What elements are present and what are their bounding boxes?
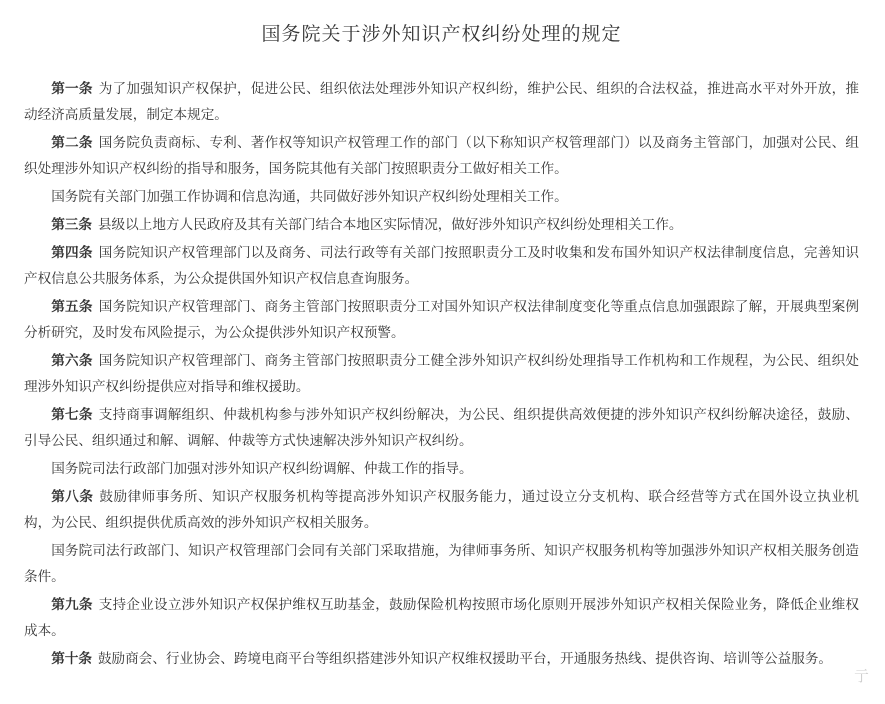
article-text: 国务院知识产权管理部门、商务主管部门按照职责分工对国外知识产权法律制度变化等重点信息加强跟踪了解，开展典型案例分析研究，及时发布风险提示，为公众提供涉外知识产权预警。 <box>24 299 860 341</box>
article-number: 第十条 <box>51 651 92 667</box>
article-number: 第四条 <box>51 245 93 261</box>
article-text: 国务院司法行政部门加强对涉外知识产权纠纷调解、仲裁工作的指导。 <box>51 461 473 477</box>
article-number: 第九条 <box>51 597 93 613</box>
article-text: 县级以上地方人民政府及其有关部门结合本地区实际情况，做好涉外知识产权纠纷处理相关工作。 <box>97 217 683 233</box>
article-paragraph <box>24 348 859 400</box>
article-number: 第六条 <box>51 353 93 369</box>
document-body <box>24 76 859 672</box>
article-paragraph <box>24 294 859 346</box>
article-paragraph <box>24 212 859 238</box>
article-text: 国务院知识产权管理部门、商务主管部门按照职责分工健全涉外知识产权纠纷处理指导工作机构和工作规程，为公民、组织处理涉外知识产权纠纷提供应对指导和维权援助。 <box>24 353 860 395</box>
article-number: 第五条 <box>51 299 93 315</box>
article-text: 为了加强知识产权保护，促进公民、组织依法处理涉外知识产权纠纷，维护公民、组织的合法权益，推进高水平对外开放，推动经济高质量发展，制定本规定。 <box>24 81 860 123</box>
article-number: 第三条 <box>51 217 92 233</box>
article-paragraph <box>24 646 859 672</box>
article-number: 第一条 <box>51 81 93 97</box>
article-text: 鼓励商会、行业协会、跨境电商平台等组织搭建涉外知识产权维权援助平台，开通服务热线、提供咨询、培训等公益服务。 <box>97 651 833 667</box>
article-paragraph <box>24 240 859 292</box>
article-text: 国务院负责商标、专利、著作权等知识产权管理工作的部门（以下称知识产权管理部门）以及商务主管部门，加强对公民、组织处理涉外知识产权纠纷的指导和服务，国务院其他有关部门按照职责分工做好相关工作。 <box>24 135 860 177</box>
article-text: 支持企业设立涉外知识产权保护维权互助基金，鼓励保险机构按照市场化原则开展涉外知识产权相关保险业务，降低企业维权成本。 <box>24 597 860 639</box>
article-paragraph <box>24 402 859 454</box>
article-paragraph <box>24 184 859 210</box>
article-text: 支持商事调解组织、仲裁机构参与涉外知识产权纠纷解决，为公民、组织提供高效便捷的涉外知识产权纠纷解决途径，鼓励、引导公民、组织通过和解、调解、仲裁等方式快速解决涉外知识产权纠纷。 <box>24 407 860 449</box>
article-paragraph <box>24 76 859 128</box>
watermark: 亍 <box>853 667 869 685</box>
article-number: 第八条 <box>51 489 94 505</box>
article-paragraph <box>24 592 859 644</box>
article-text: 鼓励律师事务所、知识产权服务机构等提高涉外知识产权服务能力，通过设立分支机构、联合经营等方式在国外设立执业机构，为公民、组织提供优质高效的涉外知识产权相关服务。 <box>24 489 860 531</box>
article-text: 国务院知识产权管理部门以及商务、司法行政等有关部门按照职责分工及时收集和发布国外知识产权法律制度信息，完善知识产权信息公共服务体系，为公众提供国外知识产权信息查询服务。 <box>24 245 860 287</box>
article-paragraph <box>24 456 859 482</box>
article-paragraph <box>24 538 859 590</box>
article-paragraph <box>24 130 859 182</box>
article-number: 第二条 <box>51 135 93 151</box>
article-text: 国务院有关部门加强工作协调和信息沟通，共同做好涉外知识产权纠纷处理相关工作。 <box>51 189 568 205</box>
article-text: 国务院司法行政部门、知识产权管理部门会同有关部门采取措施，为律师事务所、知识产权服务机构等加强涉外知识产权相关服务创造条件。 <box>24 543 859 585</box>
page-title: 国务院关于涉外知识产权纠纷处理的规定 <box>261 23 622 45</box>
article-number: 第七条 <box>51 407 93 423</box>
article-paragraph <box>24 484 859 536</box>
